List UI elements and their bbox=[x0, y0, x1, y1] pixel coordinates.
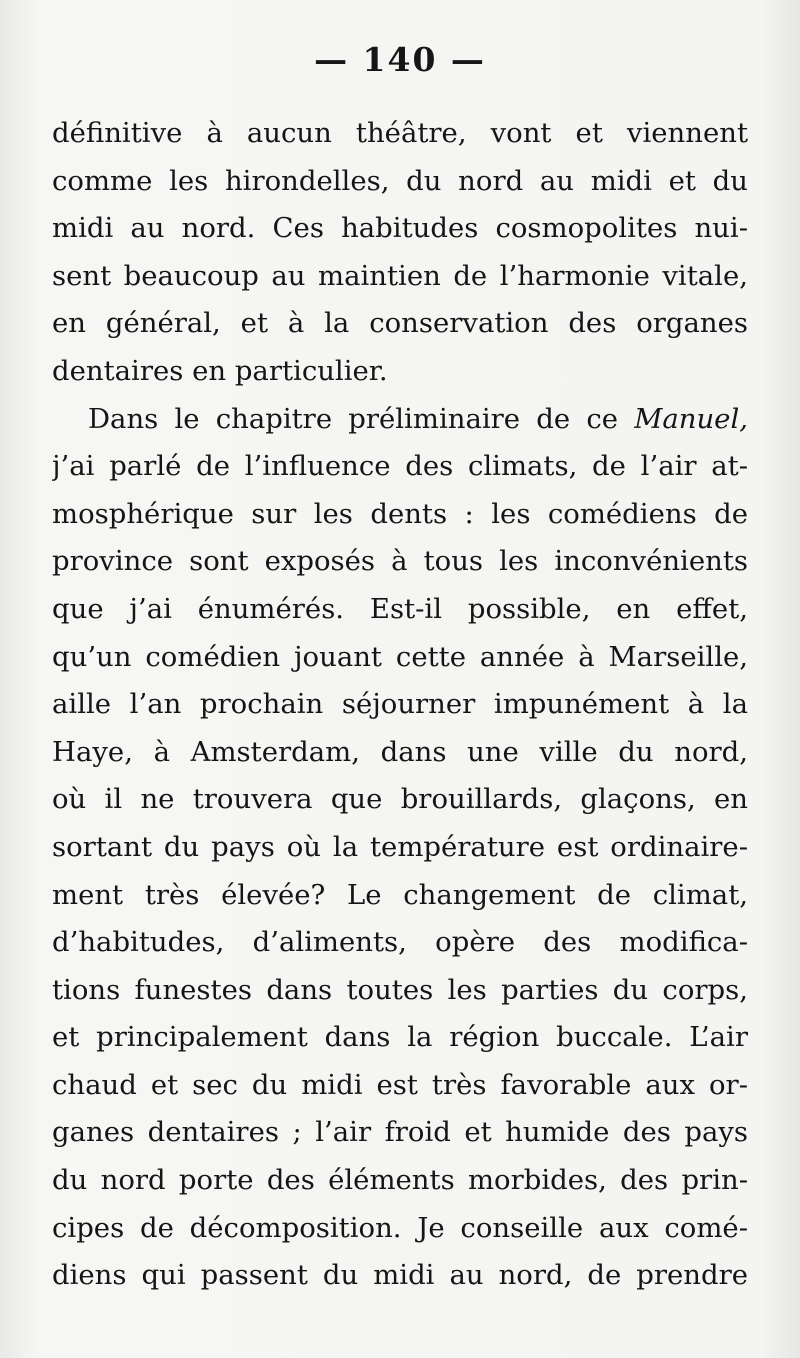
text-line: mosphérique sur les dents : les comédiens de bbox=[52, 497, 748, 530]
text-line: que j’ai énumérés. Est-il possible, en effet, bbox=[52, 592, 748, 625]
text-line: Haye, à Amsterdam, dans une ville du nord, bbox=[52, 735, 748, 768]
text-line: diens qui passent du midi au nord, de prendre bbox=[52, 1259, 748, 1292]
text-line: du nord porte des éléments morbides, des prin- bbox=[52, 1164, 748, 1197]
text-line: j’ai parlé de l’influence des climats, de l’air at- bbox=[52, 450, 748, 483]
text-line: cipes de décomposition. Je conseille aux comé- bbox=[52, 1211, 748, 1244]
text-line: midi au nord. Ces habitudes cosmopolites nui- bbox=[52, 212, 748, 245]
text-line: qu’un comédien jouant cette année à Marseille, bbox=[52, 640, 748, 673]
text-line: aille l’an prochain séjourner impunément à la bbox=[52, 688, 748, 721]
text-line: définitive à aucun théâtre, vont et viennent bbox=[52, 117, 748, 149]
text-line: ganes dentaires ; l’air froid et humide des pays bbox=[52, 1116, 748, 1149]
text-line: chaud et sec du midi est très favorable aux or- bbox=[52, 1068, 748, 1101]
italic-title: Manuel, bbox=[634, 402, 748, 435]
text-line: comme les hirondelles, du nord au midi et du bbox=[52, 164, 748, 197]
text-line: province sont exposés à tous les inconvénients bbox=[52, 545, 748, 578]
text-line: d’habitudes, d’aliments, opère des modifica- bbox=[52, 926, 748, 959]
text-segment: Dans le chapitre préliminaire de ce bbox=[88, 402, 635, 435]
text-line: tions funestes dans toutes les parties du corps, bbox=[52, 973, 748, 1006]
text-line: où il ne trouvera que brouillards, glaçons, en bbox=[52, 783, 748, 816]
text-line: dentaires en particulier. bbox=[52, 354, 388, 387]
text-line: ment très élevée? Le changement de climat, bbox=[52, 878, 748, 911]
paragraph-start-line bbox=[52, 396, 748, 444]
page-number: — 140 — bbox=[314, 40, 486, 79]
body-text bbox=[52, 110, 748, 1300]
text-line: sent beaucoup au maintien de l’harmonie vitale, bbox=[52, 259, 748, 292]
text-line: en général, et à la conservation des organes bbox=[52, 307, 748, 340]
text-line: et principalement dans la région buccale. L’air bbox=[52, 1021, 748, 1054]
text-line: sortant du pays où la température est ordinaire- bbox=[52, 830, 748, 863]
